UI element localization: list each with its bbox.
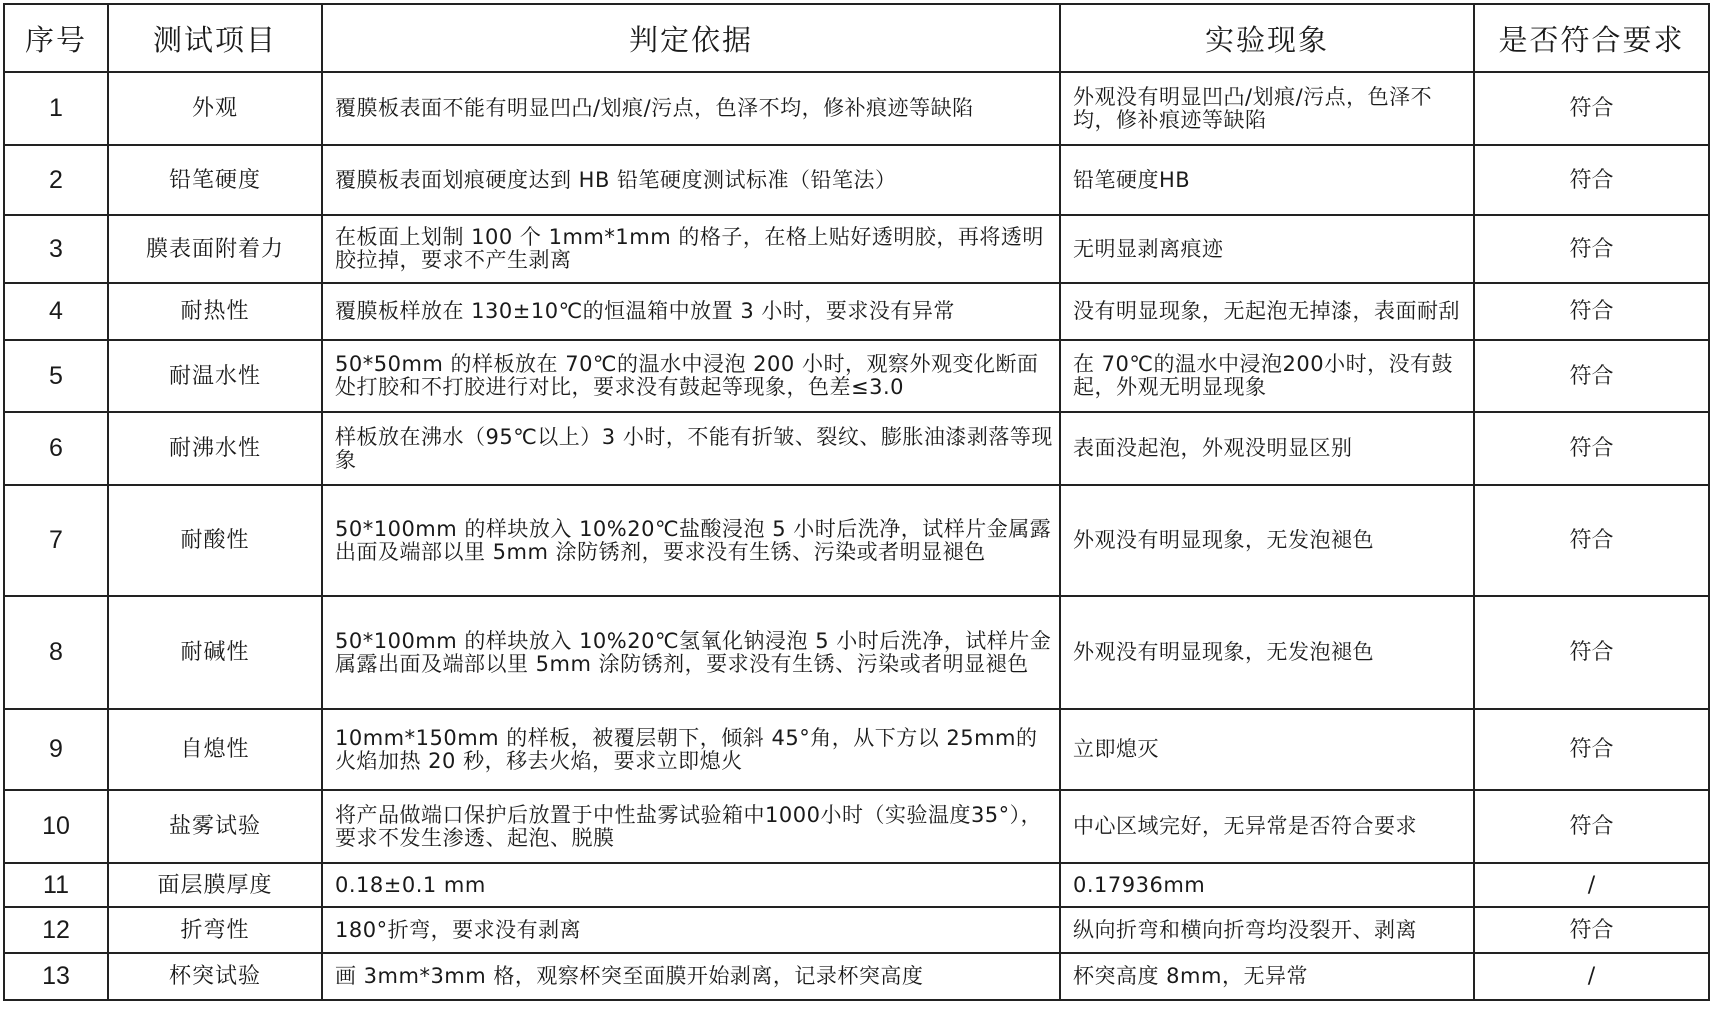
row-criteria [322, 953, 1060, 1000]
row-test-item: 耐酸性 [108, 485, 322, 596]
row-criteria [322, 596, 1060, 709]
row-serial-no: 3 [4, 215, 108, 283]
row-conformance: 符合 [1474, 145, 1709, 215]
row-phenomenon [1060, 72, 1474, 145]
row-phenomenon-text: 无明显剥离痕迹 [1073, 236, 1224, 261]
row-serial-no: 12 [4, 907, 108, 953]
row-serial-no: 13 [4, 953, 108, 1000]
row-criteria [322, 145, 1060, 215]
row-test-item: 自熄性 [108, 709, 322, 790]
row-phenomenon [1060, 596, 1474, 709]
row-phenomenon-text: 杯突高度 8mm，无异常 [1073, 964, 1308, 988]
row-conformance: / [1474, 863, 1709, 907]
row-criteria-text: 覆膜板样放在 130±10℃的恒温箱中放置 3 小时，要求没有异常 [335, 299, 955, 323]
row-criteria [322, 283, 1060, 340]
row-serial-no: 8 [4, 596, 108, 709]
table-row [4, 709, 1709, 790]
row-phenomenon [1060, 412, 1474, 485]
table-row [4, 145, 1709, 215]
row-phenomenon-text: 外观没有明显凹凸/划痕/污点，色泽不均，修补痕迹等缺陷 [1073, 84, 1433, 132]
row-conformance: 符合 [1474, 283, 1709, 340]
row-phenomenon [1060, 283, 1474, 340]
row-criteria-text: 样板放在沸水（95℃以上）3 小时，不能有折皱、裂纹、膨胀油漆剥落等现象 [335, 424, 1053, 472]
row-conformance: 符合 [1474, 907, 1709, 953]
row-phenomenon [1060, 145, 1474, 215]
row-phenomenon [1060, 709, 1474, 790]
row-criteria [322, 72, 1060, 145]
test-report-table-container [3, 3, 1710, 1001]
row-serial-no: 4 [4, 283, 108, 340]
row-conformance: 符合 [1474, 215, 1709, 283]
row-test-item: 耐温水性 [108, 340, 322, 412]
row-serial-no: 9 [4, 709, 108, 790]
row-conformance: 符合 [1474, 485, 1709, 596]
row-test-item: 杯突试验 [108, 953, 322, 1000]
row-phenomenon-text: 纵向折弯和横向折弯均没裂开、剥离 [1073, 917, 1417, 942]
row-criteria-text: 覆膜板表面不能有明显凹凸/划痕/污点，色泽不均，修补痕迹等缺陷 [335, 96, 974, 120]
row-test-item: 耐沸水性 [108, 412, 322, 485]
row-test-item: 外观 [108, 72, 322, 145]
table-row [4, 596, 1709, 709]
row-conformance: / [1474, 953, 1709, 1000]
row-conformance: 符合 [1474, 709, 1709, 790]
row-phenomenon [1060, 215, 1474, 283]
table-row [4, 72, 1709, 145]
row-criteria [322, 863, 1060, 907]
row-conformance: 符合 [1474, 412, 1709, 485]
row-criteria [322, 340, 1060, 412]
row-criteria-text: 180°折弯，要求没有剥离 [335, 917, 582, 942]
row-criteria-text: 0.18±0.1 mm [335, 872, 486, 897]
row-phenomenon-text: 没有明显现象，无起泡无掉漆，表面耐刮 [1073, 299, 1460, 323]
table-row [4, 953, 1709, 1000]
header-serial-no: 序号 [4, 4, 108, 72]
row-phenomenon-text: 外观没有明显现象，无发泡褪色 [1073, 640, 1374, 664]
table-row [4, 907, 1709, 953]
row-criteria [322, 485, 1060, 596]
row-conformance: 符合 [1474, 790, 1709, 863]
row-phenomenon-text: 立即熄灭 [1073, 737, 1159, 761]
row-serial-no: 5 [4, 340, 108, 412]
row-phenomenon-text: 表面没起泡，外观没明显区别 [1073, 436, 1353, 460]
header-phenomenon: 实验现象 [1060, 4, 1474, 72]
row-phenomenon [1060, 485, 1474, 596]
row-criteria [322, 215, 1060, 283]
row-criteria-text: 画 3mm*3mm 格，观察杯突至面膜开始剥离，记录杯突高度 [335, 964, 924, 988]
row-test-item: 铅笔硬度 [108, 145, 322, 215]
row-criteria-text: 在板面上划制 100 个 1mm*1mm 的格子，在格上贴好透明胶，再将透明胶拉掉，要求不产生剥离 [335, 225, 1044, 272]
header-test-item: 测试项目 [108, 4, 322, 72]
table-row [4, 412, 1709, 485]
row-serial-no: 11 [4, 863, 108, 907]
row-test-item: 面层膜厚度 [108, 863, 322, 907]
row-test-item: 折弯性 [108, 907, 322, 953]
header-criteria: 判定依据 [322, 4, 1060, 72]
table-row [4, 283, 1709, 340]
table-row [4, 340, 1709, 412]
row-criteria [322, 412, 1060, 485]
row-serial-no: 1 [4, 72, 108, 145]
row-test-item: 膜表面附着力 [108, 215, 322, 283]
row-criteria-text: 10mm*150mm 的样板，被覆层朝下，倾斜 45°角，从下方以 25mm的火焰加热 20 秒，移去火焰，要求立即熄火 [335, 725, 1038, 773]
row-phenomenon [1060, 953, 1474, 1000]
row-criteria-text: 覆膜板表面划痕硬度达到 HB 铅笔硬度测试标准（铅笔法） [335, 167, 897, 192]
row-phenomenon-text: 在 70℃的温水中浸泡200小时，没有鼓起，外观无明显现象 [1073, 352, 1454, 399]
row-phenomenon [1060, 863, 1474, 907]
header-conformance: 是否符合要求 [1474, 4, 1709, 72]
row-serial-no: 10 [4, 790, 108, 863]
row-test-item: 耐碱性 [108, 596, 322, 709]
row-criteria-text: 50*50mm 的样板放在 70℃的温水中浸泡 200 小时，观察外观变化断面处打胶和不打胶进行对比，要求没有鼓起等现象，色差≤3.0 [335, 352, 1039, 399]
header-row [4, 4, 1709, 72]
row-test-item: 盐雾试验 [108, 790, 322, 863]
row-phenomenon-text: 0.17936mm [1073, 872, 1206, 897]
table-row [4, 485, 1709, 596]
row-test-item: 耐热性 [108, 283, 322, 340]
row-phenomenon-text: 铅笔硬度HB [1073, 167, 1191, 192]
row-phenomenon-text: 外观没有明显现象，无发泡褪色 [1073, 528, 1374, 552]
row-conformance: 符合 [1474, 596, 1709, 709]
row-criteria-text: 50*100mm 的样块放入 10%20℃氢氧化钠浸泡 5 小时后洗净，试样片金属露出面及端部以里 5mm 涂防锈剂，要求没有生锈、污染或者明显褪色 [335, 628, 1052, 676]
row-phenomenon [1060, 340, 1474, 412]
row-criteria [322, 709, 1060, 790]
row-conformance: 符合 [1474, 340, 1709, 412]
row-phenomenon [1060, 790, 1474, 863]
row-serial-no: 2 [4, 145, 108, 215]
row-criteria [322, 907, 1060, 953]
row-serial-no: 7 [4, 485, 108, 596]
table-row [4, 863, 1709, 907]
row-criteria-text: 将产品做端口保护后放置于中性盐雾试验箱中1000小时（实验温度35°），要求不发生渗透、起泡、脱膜 [335, 802, 1043, 850]
table-row [4, 790, 1709, 863]
row-serial-no: 6 [4, 412, 108, 485]
row-conformance: 符合 [1474, 72, 1709, 145]
row-criteria-text: 50*100mm 的样块放入 10%20℃盐酸浸泡 5 小时后洗净，试样片金属露出面及端部以里 5mm 涂防锈剂，要求没有生锈、污染或者明显褪色 [335, 516, 1052, 564]
test-report-table [3, 3, 1710, 1001]
table-row [4, 215, 1709, 283]
row-phenomenon [1060, 907, 1474, 953]
row-phenomenon-text: 中心区域完好，无异常是否符合要求 [1073, 814, 1417, 838]
row-criteria [322, 790, 1060, 863]
